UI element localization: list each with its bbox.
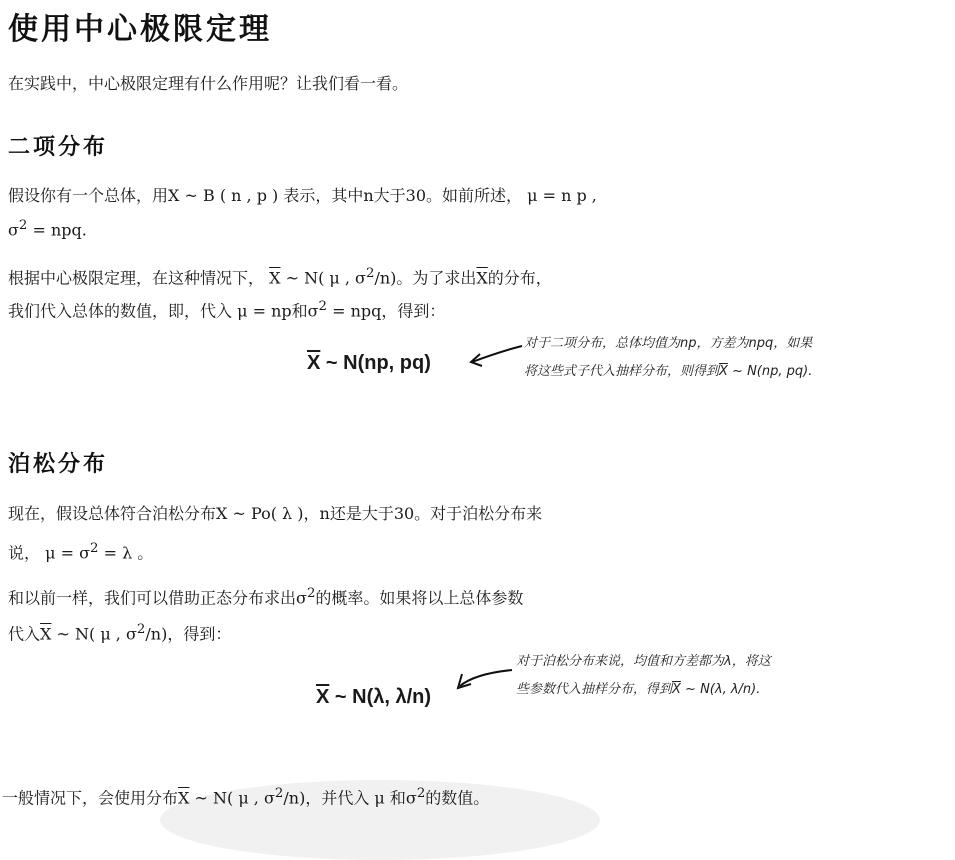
binomial-annotation-line2: 将这些式子代入抽样分布，则得到$\overline{X}$ ~ N(np, pq). bbox=[524, 364, 813, 379]
binomial-para1-line2: $\sigma^2$ = npq. bbox=[8, 218, 87, 240]
poisson-para2-line1: 和以前一样，我们可以借助正态分布求出$\sigma^2$的概率。如果将以上总体参数 bbox=[8, 586, 524, 608]
poisson-para1-line1: 现在，假设总体符合泊松分布X ~ Po( λ )，n还是大于30。对于泊松分布来 bbox=[8, 504, 543, 523]
poisson-arrow-icon bbox=[452, 662, 516, 698]
poisson-annotation bbox=[516, 648, 771, 704]
poisson-annotation-line1: 对于泊松分布来说，均值和方差都为λ，将这 bbox=[516, 654, 771, 669]
page-title: 使用中心极限定理 bbox=[8, 12, 272, 47]
binomial-arrow-icon bbox=[466, 340, 526, 372]
poisson-annotation-line2: 些参数代入抽样分布，得到$\overline{X}$ ~ N(λ, λ/n). bbox=[516, 682, 761, 697]
general-paragraph: 一般情况下，会使用分布$\overline{X}$ ~ N( μ , $\sigma^2/n$)，并代入 μ 和$\sigma^2$的数值。 bbox=[2, 786, 490, 808]
binomial-para2-line1: 根据中心极限定理，在这种情况下， $\overline{X}$ ~ N( μ , $\sigma^2/n$)。为了求出$\overline{X}$的分布， bbox=[8, 266, 552, 288]
poisson-para1-line2: 说， $\mu = \sigma^2 = \lambda$ 。 bbox=[8, 541, 154, 563]
binomial-para1-line1: 假设你有一个总体，用X ~ B ( n , p ) 表示，其中n大于30。如前所述， μ = n p , bbox=[8, 186, 597, 205]
binomial-para2-line2: 我们代入总体的数值，即，代入 μ = np和$\sigma^2$ = npq，得到： bbox=[8, 299, 446, 321]
binomial-annotation-line1: 对于二项分布，总体均值为np，方差为npq，如果 bbox=[524, 336, 813, 351]
poisson-para2-line2: 代入$\overline{X}$ ~ N( μ , $\sigma^2/n$)，得到： bbox=[8, 622, 232, 644]
intro-paragraph: 在实践中，中心极限定理有什么作用呢？让我们看一看。 bbox=[8, 74, 409, 93]
binomial-heading: 二项分布 bbox=[8, 135, 109, 160]
binomial-annotation bbox=[524, 330, 812, 386]
binomial-formula: $\overline{X}$ ~ N(np, pq) bbox=[307, 352, 431, 374]
poisson-heading: 泊松分布 bbox=[8, 452, 109, 477]
poisson-formula: $\overline{X}$ ~ N(λ, λ/n) bbox=[316, 686, 432, 708]
